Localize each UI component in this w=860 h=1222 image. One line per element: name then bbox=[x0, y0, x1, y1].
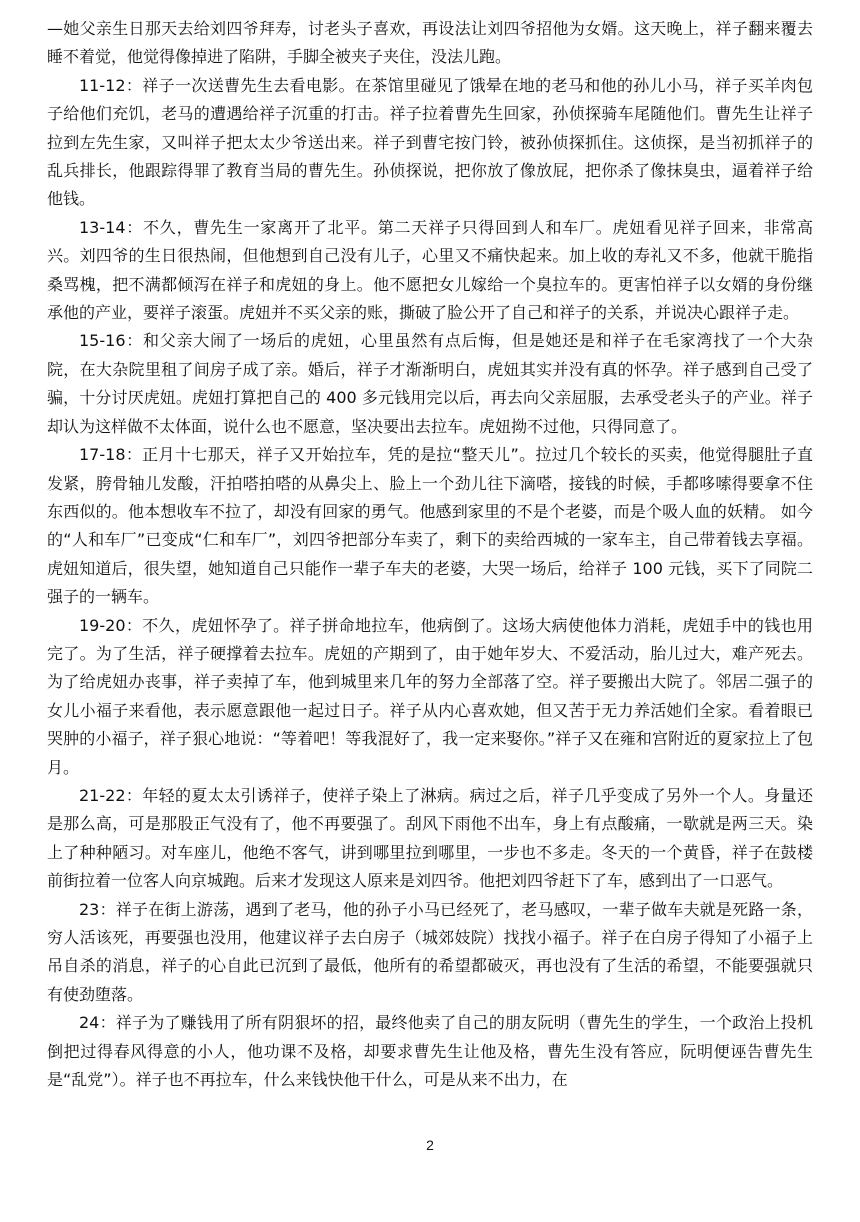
paragraph-chapters-11-12: 11-12：祥子一次送曹先生去看电影。在茶馆里碰见了饿晕在地的老马和他的孙儿小马，祥子买羊肉包子给他们充饥，老马的遭遇给祥子沉重的打击。祥子拉着曹先生回家，孙侦探骑车尾随他们。曹先生让祥子拉到左先生家，又叫祥子把太太少爷送出来。祥子到曹宅按门铃，被孙侦探抓住。这侦探，是当初抓祥子的乱兵排长，他跟踪得罪了教育当局的曹先生。孙侦探说，把你放了像放屁，把你杀了像抹臭虫，逼着祥子给他钱。 bbox=[47, 75, 813, 209]
paragraph-continuation: —她父亲生日那天去给刘四爷拜寿，讨老头子喜欢，再设法让刘四爷招他为女婿。这天晚上，祥子翻来覆去睡不着觉，他觉得像掉进了陷阱，手脚全被夹子夹住，没法儿跑。 bbox=[47, 19, 813, 67]
paragraph-chapters-17-18: 17-18：正月十七那天，祥子又开始拉车，凭的是拉“整天儿”。拉过几个较长的买卖，他觉得腿肚子直发紧，胯骨轴儿发酸，汗拍嗒拍嗒的从鼻尖上、脸上一个劲儿往下滴嗒，接钱的时候，手都哆嗦得要拿不住东西似的。他本想收车不拉了，却没有回家的勇气。他感到家里的不是个老婆，而是个吸人血的妖精。 如今的“人和车厂”已变成“仁和车厂”，刘四爷把部分车卖了，剩下的卖给西城的一家车主，自己带着钱去享福。虎妞知道后，很失望，她知道自己只能作一辈子车夫的老婆，大哭一场后，给祥子 100 元钱，买下了同院二强子的一辆车。 bbox=[47, 445, 813, 607]
paragraph-chapters-15-16: 15-16：和父亲大闹了一场后的虎妞，心里虽然有点后悔，但是她还是和祥子在毛家湾找了一个大杂院，在大杂院里租了间房子成了亲。婚后，祥子才渐渐明白，虎妞其实并没有真的怀孕。祥子感到自己受了骗，十分讨厌虎妞。虎妞打算把自己的 400 多元钱用完以后，再去向父亲屈服，去承受老头子的产业。祥子却认为这样做不太体面，说什么也不愿意，坚决要出去拉车。虎妞拗不过他，只得同意了。 bbox=[47, 331, 813, 436]
paragraph-chapters-13-14: 13-14：不久，曹先生一家离开了北平。第二天祥子只得回到人和车厂。虎妞看见祥子回来，非常高兴。刘四爷的生日很热闹，但他想到自己没有儿子，心里又不痛快起来。加上收的寿礼又不多，他就干脆指桑骂槐，把不满都倾泻在祥子和虎妞的身上。他不愿把女儿嫁给一个臭拉车的。更害怕祥子以女婿的身份继承他的产业，要祥子滚蛋。虎妞并不买父亲的账，撕破了脸公开了自己和祥子的关系，并说决心跟祥子走。 bbox=[47, 217, 813, 323]
paragraph-chapter-24: 24：祥子为了赚钱用了所有阴狠坏的招，最终他卖了自己的朋友阮明（曹先生的学生，一个政治上投机倒把过得春风得意的小人，他功课不及格，却要求曹先生让他及格，曹先生没有答应，阮明便诬告曹先生是“乱党”）。祥子也不再拉车，什么来钱快他干什么，可是从来不出力，在 bbox=[47, 1013, 813, 1090]
paragraph-chapters-19-20: 19-20：不久，虎妞怀孕了。祥子拼命地拉车，他病倒了。这场大病使他体力消耗，虎妞手中的钱也用完了。为了生活，祥子硬撑着去拉车。虎妞的产期到了，由于她年岁大、不爱活动，胎儿过大，难产死去。为了给虎妞办丧事，祥子卖掉了车，他到城里来几年的努力全部落了空。祥子要搬出大院了。邻居二强子的女儿小福子来看他，表示愿意跟他一起过日子。祥子从内心喜欢她，但又苦于无力养活她们全家。看着眼已哭肿的小福子，祥子狠心地说：“等着吧！等我混好了，我一定来娶你。”祥子又在雍和宫附近的夏家拉上了包月。 bbox=[47, 615, 813, 777]
paragraph-chapters-21-22: 21-22：年轻的夏太太引诱祥子，使祥子染上了淋病。病过之后，祥子几乎变成了另外一个人。身量还是那么高，可是那股正气没有了，他不再要强了。刮风下雨他不出车，身上有点酸痛，一歇就是两三天。染上了种种陋习。对车座儿，他绝不客气，讲到哪里拉到哪里，一步也不多走。冬天的一个黄昏，祥子在鼓楼前街拉着一位客人向京城跑。后来才发现这人原来是刘四爷。他把刘四爷赶下了车，感到出了一口恶气。 bbox=[47, 785, 813, 891]
document-body bbox=[47, 0, 813, 1094]
page-number: 2 bbox=[426, 1137, 434, 1153]
paragraph-chapter-23: 23：祥子在街上游荡，遇到了老马，他的孙子小马已经死了，老马感叹，一辈子做车夫就是死路一条，穷人活该死，再要强也没用，他建议祥子去白房子（城郊妓院）找找小福子。祥子在白房子得知了小福子上吊自杀的消息，祥子的心自此已沉到了最低，他所有的希望都破灭，再也没有了生活的希望，不能要强就只有使劲堕落。 bbox=[47, 899, 813, 1004]
